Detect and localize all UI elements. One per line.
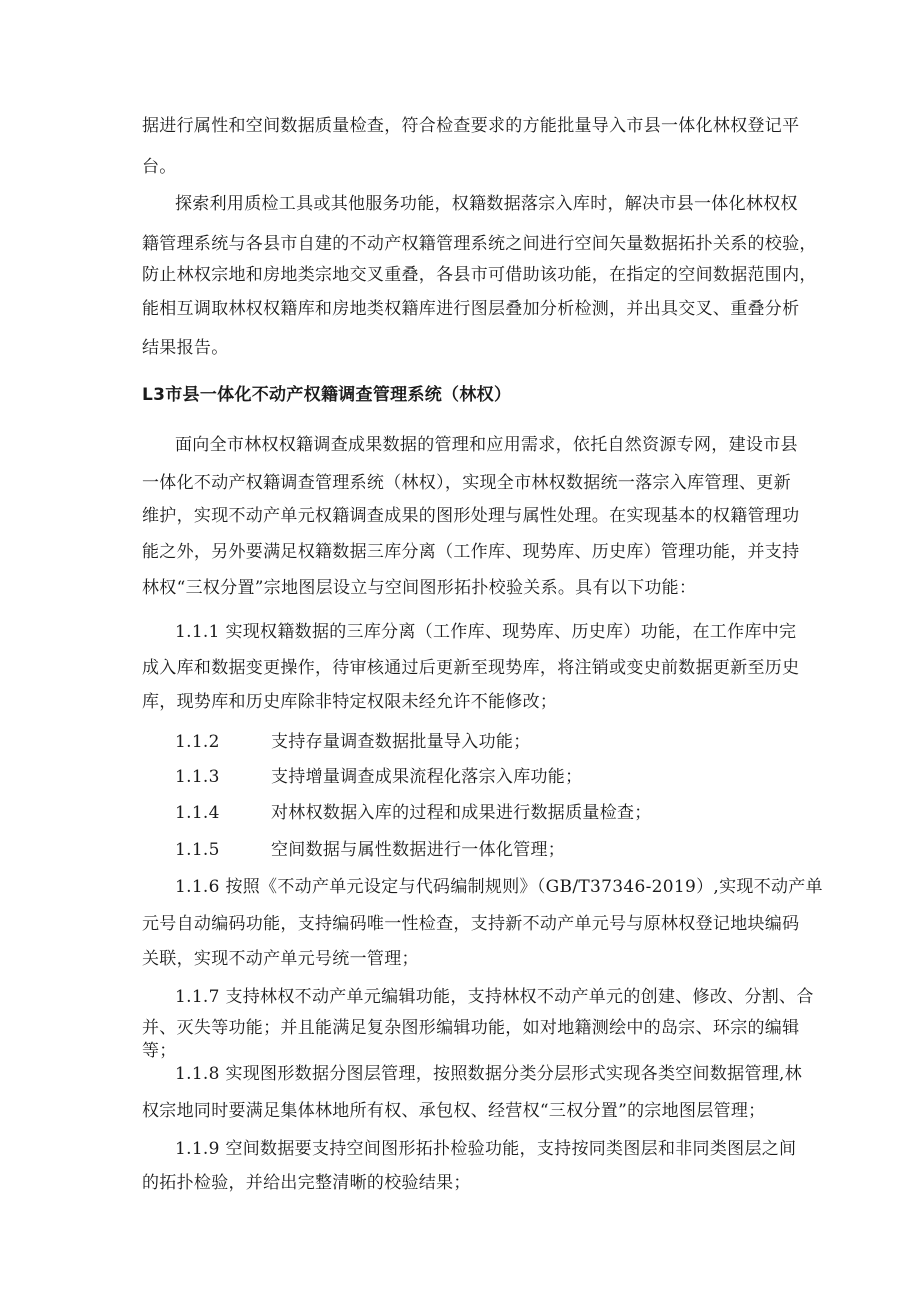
- section-heading: L3市县一体化不动产权籍调查管理系统（林权）: [142, 385, 512, 405]
- paragraph-2-line-5: 结果报告。: [142, 338, 229, 358]
- item-1-1-6-line-1: 1.1.6 按照《不动产单元设定与代码编制规则》（GB/T37346-2019）,实现不动产单: [175, 877, 823, 897]
- item-1-1-7-line-2: 并、灭失等功能；并且能满足复杂图形编辑功能，如对地籍测绘中的岛宗、环宗的编辑: [142, 1018, 800, 1038]
- paragraph-3-line-5: 林权“三权分置”宗地图层设立与空间图形拓扑校验关系。具有以下功能：: [142, 578, 697, 598]
- item-number: 1.1.2: [175, 732, 220, 752]
- item-1-1-7-line-3: 等；: [142, 1041, 177, 1061]
- item-number: 1.1.4: [175, 803, 220, 823]
- item-1-1-1-line-1: 1.1.1 实现权籍数据的三库分离（工作库、现势库、历史库）功能，在工作库中完: [175, 622, 797, 642]
- item-1-1-2: [175, 732, 531, 752]
- item-1-1-6-line-3: 关联，实现不动产单元号统一管理；: [142, 949, 419, 969]
- item-text: 支持增量调查成果流程化落宗入库功能；: [271, 767, 583, 787]
- paragraph-3-line-4: 能之外，另外要满足权籍数据三库分离（工作库、现势库、历史库）管理功能，并支持: [142, 542, 800, 562]
- item-1-1-5: [175, 840, 565, 860]
- paragraph-2-line-2: 籍管理系统与各县市自建的不动产权籍管理系统之间进行空间矢量数据拓扑关系的校验，: [142, 234, 817, 254]
- paragraph-1-line-1: 据进行属性和空间数据质量检查，符合检查要求的方能批量导入市县一体化林权登记平: [142, 116, 800, 136]
- item-number: 1.1.5: [175, 840, 220, 860]
- paragraph-3-line-1: 面向全市林权权籍调查成果数据的管理和应用需求，依托自然资源专网，建设市县: [175, 435, 798, 455]
- paragraph-1-line-2: 台。: [142, 157, 177, 177]
- item-text: 空间数据与属性数据进行一体化管理；: [271, 840, 566, 860]
- item-text: 对林权数据入库的过程和成果进行数据质量检查；: [271, 803, 652, 823]
- item-1-1-1-line-2: 成入库和数据变更操作，待审核通过后更新至现势库，将注销或变史前数据更新至历史: [142, 658, 800, 678]
- item-1-1-8-line-1: 1.1.8 实现图形数据分图层管理，按照数据分类分层形式实现各类空间数据管理,林: [175, 1064, 803, 1084]
- paragraph-3-line-2: 一体化不动产权籍调查管理系统（林权），实现全市林权数据统一落宗入库管理、更新: [142, 473, 791, 493]
- item-1-1-1-line-3: 库，现势库和历史库除非特定权限未经允许不能修改；: [142, 692, 558, 712]
- item-1-1-7-line-1: 1.1.7 支持林权不动产单元编辑功能，支持林权不动产单元的创建、修改、分割、合: [175, 987, 814, 1007]
- item-number: 1.1.3: [175, 767, 220, 787]
- item-1-1-9-line-1: 1.1.9 空间数据要支持空间图形拓扑检验功能，支持按同类图层和非同类图层之间: [175, 1139, 797, 1159]
- paragraph-2-line-4: 能相互调取林权权籍库和房地类权籍库进行图层叠加分析检测，并出具交叉、重叠分析: [142, 299, 800, 319]
- item-1-1-8-line-2: 权宗地同时要满足集体林地所有权、承包权、经营权“三权分置”的宗地图层管理；: [142, 1101, 766, 1121]
- paragraph-3-line-3: 维护，实现不动产单元权籍调查成果的图形处理与属性处理。在实现基本的权籍管理功: [142, 506, 800, 526]
- item-text: 支持存量调查数据批量导入功能；: [271, 732, 531, 752]
- paragraph-2-line-1: 探索利用质检工具或其他服务功能，权籍数据落宗入库时，解决市县一体化林权权: [175, 194, 798, 214]
- item-1-1-4: [175, 803, 652, 823]
- item-1-1-9-line-2: 的拓扑检验，并给出完整清晰的校验结果；: [142, 1173, 471, 1193]
- item-1-1-6-line-2: 元号自动编码功能，支持编码唯一性检查，支持新不动产单元号与原林权登记地块编码: [142, 914, 800, 934]
- item-1-1-3: [175, 767, 582, 787]
- paragraph-2-line-3: 防止林权宗地和房地类宗地交叉重叠，各县市可借助该功能，在指定的空间数据范围内，: [142, 265, 817, 285]
